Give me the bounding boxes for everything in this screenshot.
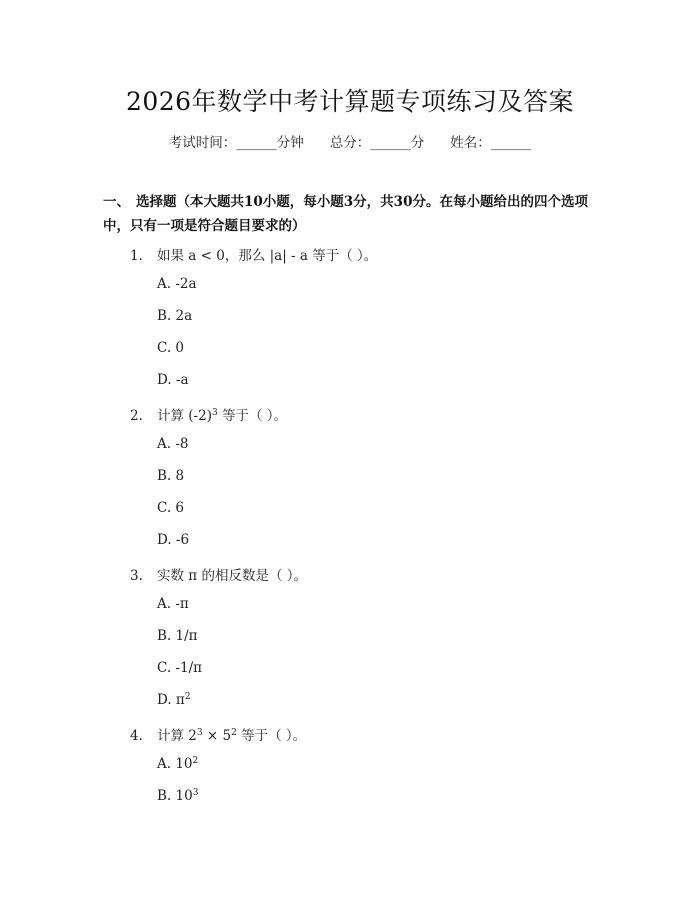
- section-instructions: 选择题（本大题共10小题，每小题3分，共30分。在每小题给出的四个选项中，只有一项是符合题目要求的）: [103, 194, 588, 234]
- question-stem: 如果 a < 0，那么 |a| - a 等于（ ）。: [157, 248, 378, 264]
- document-title: 2026年数学中考计算题专项练习及答案: [125, 87, 575, 116]
- question-number: 2.: [130, 408, 143, 424]
- q1-option-c: C. 0: [157, 340, 185, 356]
- question-1: [130, 244, 377, 264]
- q1-option-a: A. -2a: [157, 276, 197, 292]
- q3-option-d: D. $\pi^2$: [157, 692, 191, 708]
- q2-option-b: B. 8: [157, 468, 185, 484]
- q2-option-a: A. -8: [157, 436, 189, 452]
- section-number: 一、: [103, 194, 130, 210]
- q2-option-c: C. 6: [157, 500, 185, 516]
- q3-option-a: A. -π: [157, 596, 189, 612]
- question-2: [130, 404, 287, 424]
- question-number: 1.: [130, 248, 143, 264]
- q2-option-d: D. -6: [157, 532, 190, 548]
- q3-option-c: C. -1/π: [157, 660, 203, 676]
- q3-option-b: B. 1/π: [157, 628, 198, 644]
- q4-option-b: B. $10^3$: [157, 788, 199, 804]
- question-stem: 实数 π 的相反数是（ ）。: [157, 568, 307, 584]
- question-stem: 计算 $2^3 \times 5^2$ 等于（ ）。: [157, 728, 307, 744]
- question-stem: 计算 $(-2)^3$ 等于（ ）。: [157, 408, 288, 424]
- question-3: [130, 564, 307, 584]
- student-name-field: 姓名：______: [450, 135, 532, 151]
- total-score-field: 总分：______分: [329, 135, 425, 151]
- question-number: 3.: [130, 568, 143, 584]
- exam-time-field: 考试时间：______分钟: [168, 135, 304, 151]
- section-heading: [103, 190, 603, 238]
- q1-option-b: B. 2a: [157, 308, 193, 324]
- q4-option-a: A. $10^2$: [157, 756, 199, 772]
- question-4: [130, 724, 306, 744]
- q1-option-d: D. -a: [157, 372, 189, 388]
- exam-info-row: [0, 131, 700, 151]
- question-number: 4.: [130, 728, 143, 744]
